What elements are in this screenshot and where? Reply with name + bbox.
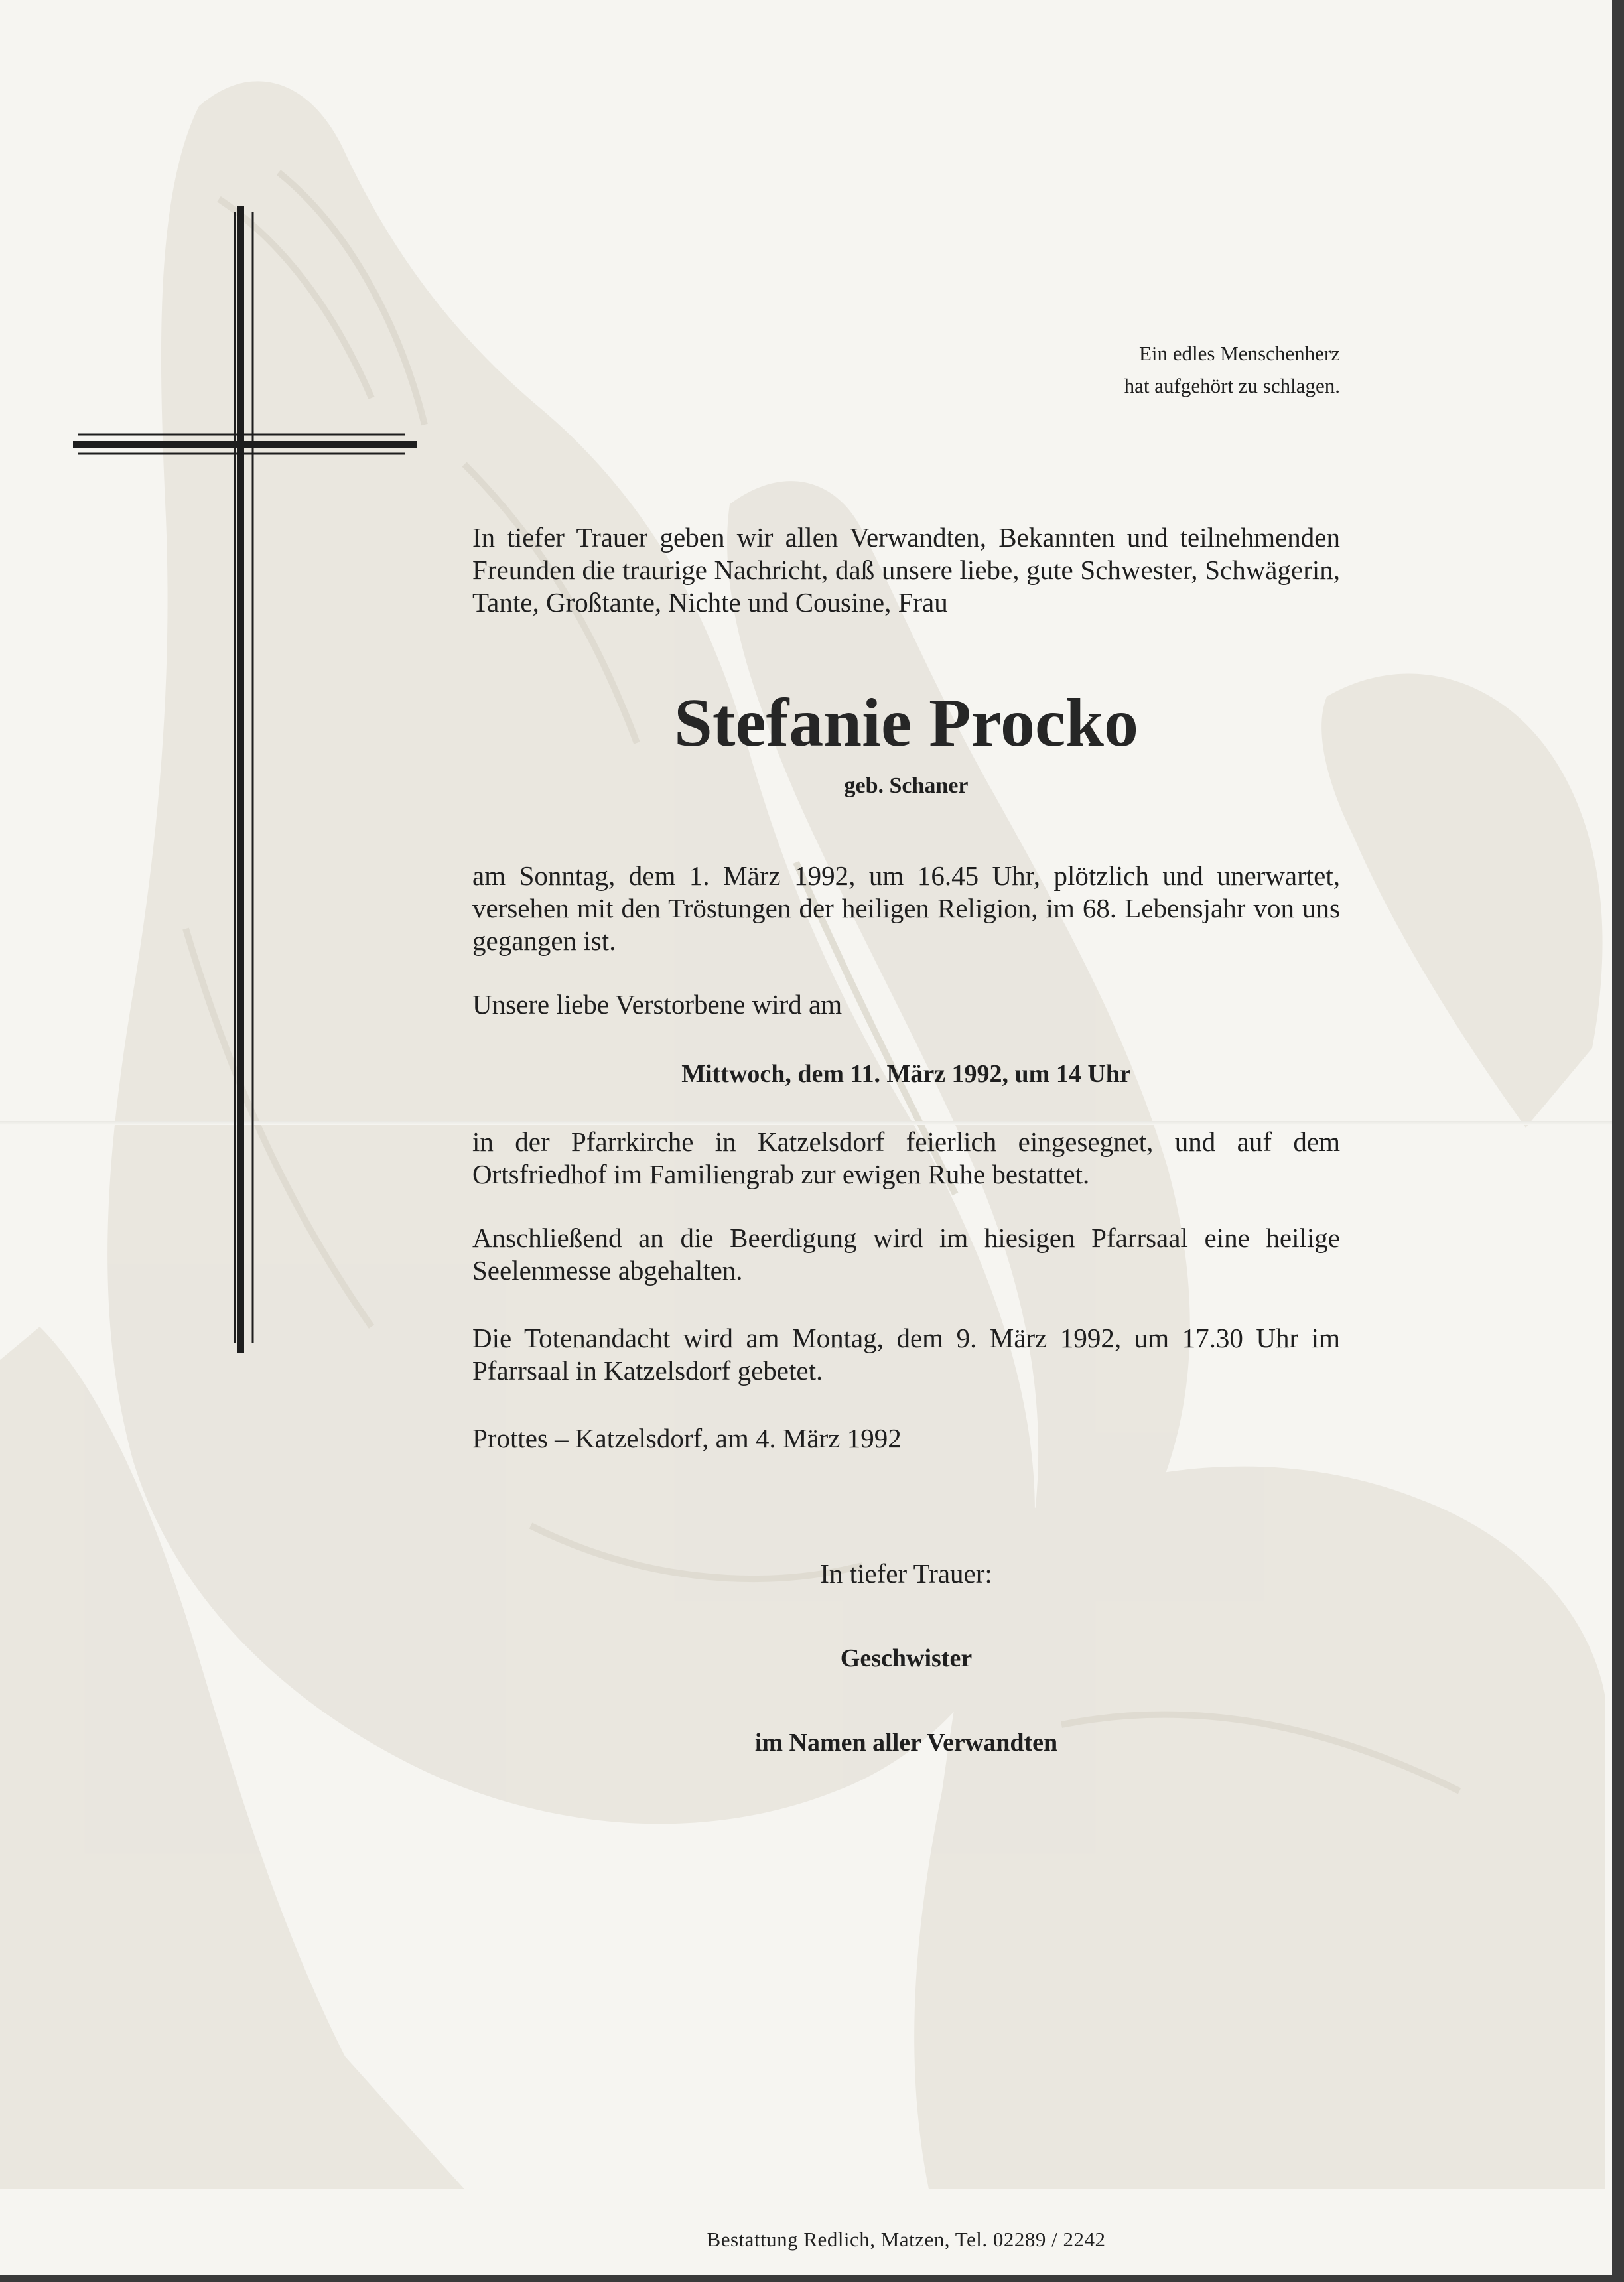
mourners-lead: In tiefer Trauer: [820,1558,992,1589]
place-date: Prottes – Katzelsdorf, am 4. März 1992 [472,1423,902,1453]
deceased-name: Stefanie Procko [674,685,1138,761]
birth-name: geb. Schaner [844,773,969,798]
page-edge-shadow-bottom [0,2275,1624,2282]
funeral-home-footer: Bestattung Redlich, Matzen, Tel. 02289 / 2242 [707,2228,1106,2251]
motto-line-1: Ein edles Menschenherz [1139,342,1340,365]
funeral-details-paragraph: in der Pfarrkirche in Katzelsdorf feierlich eingesegnet, und auf dem Ortsfriedhof im Familiengrab zur ewigen Ruhe bestattet. [472,1126,1340,1189]
funeral-lead: Unsere liebe Verstorbene wird am [472,989,843,1020]
prayer-paragraph: Die Totenandacht wird am Montag, dem 9. März 1992, um 17.30 Uhr im Pfarrsaal in Katzelsdorf gebetet. [472,1323,1340,1386]
mourners-others: im Namen aller Verwandten [754,1729,1058,1757]
motto-line-2: hat aufgehört zu schlagen. [1124,374,1340,397]
funeral-date: Mittwoch, dem 11. März 1992, um 14 Uhr [681,1060,1131,1088]
intro-paragraph: In tiefer Trauer geben wir allen Verwandten, Bekannten und teilnehmenden Freunden die traurige Nachricht, daß unsere liebe, gute Schwester, Schwägerin, Tante, Großtante, Nichte und Cousine, Frau [472,522,1340,618]
death-notice-paragraph: am Sonntag, dem 1. März 1992, um 16.45 Uhr, plötzlich und unerwartet, versehen mit den Tröstungen der heiligen Religion, im 68. Lebensjahr von uns gegangen ist. [472,860,1340,956]
motto [1124,337,1340,402]
page-edge-shadow-right [1612,0,1624,2282]
mourners-family: Geschwister [840,1644,973,1672]
mass-paragraph: Anschließend an die Beerdigung wird im hiesigen Pfarrsaal eine heilige Seelenmesse abgehalten. [472,1223,1340,1286]
